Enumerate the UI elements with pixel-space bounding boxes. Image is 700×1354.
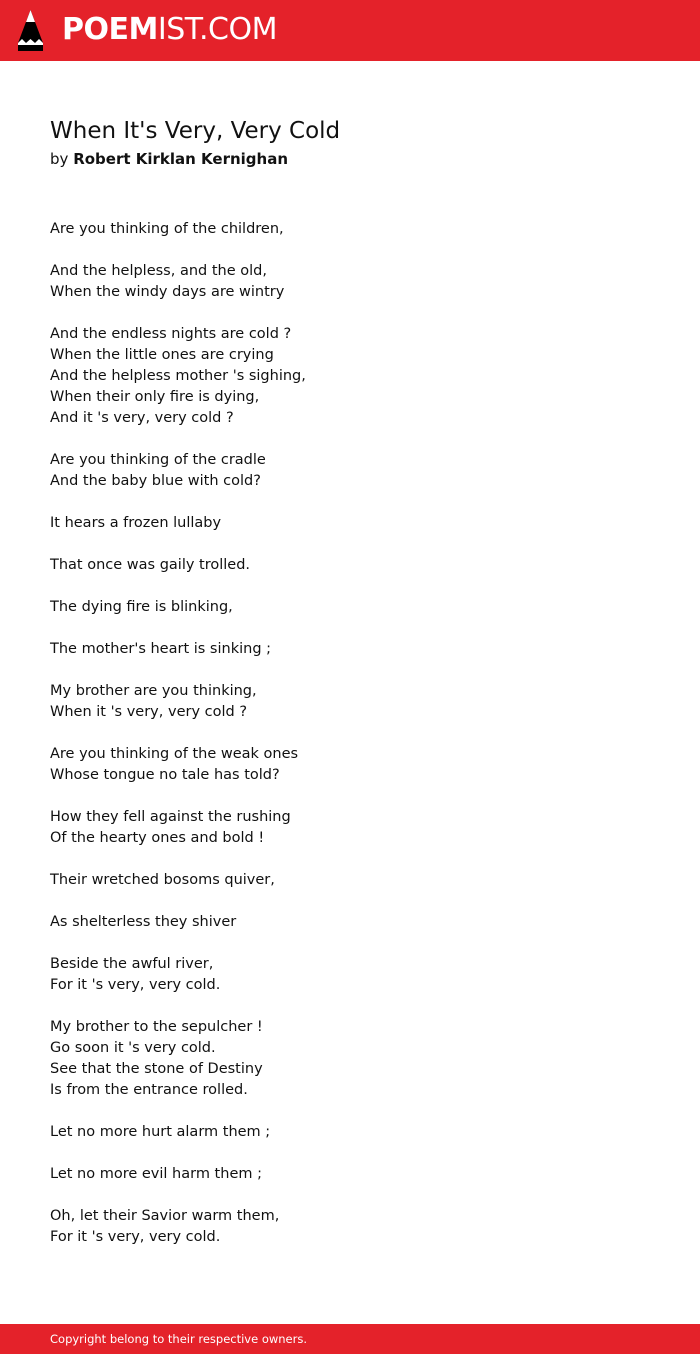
poem-line: And the helpless, and the old, xyxy=(50,263,267,279)
poem-line: Their wretched bosoms quiver, xyxy=(50,872,275,888)
poem-line: It hears a frozen lullaby xyxy=(50,515,222,531)
stanza-gap xyxy=(50,723,650,744)
poem-line: Let no more hurt alarm them ; xyxy=(50,1124,271,1140)
poem-line: Beside the awful river, xyxy=(50,956,214,972)
poem-line: And the endless nights are cold ? xyxy=(50,326,292,342)
by-label: by xyxy=(50,150,69,168)
stanza-gap xyxy=(50,1143,650,1164)
poem-line: Are you thinking of the cradle xyxy=(50,452,266,468)
poem-line: When the windy days are wintry xyxy=(50,284,285,300)
poem-line: For it 's very, very cold. xyxy=(50,1229,221,1245)
poem-body xyxy=(50,219,650,1248)
poem-line: See that the stone of Destiny xyxy=(50,1061,263,1077)
poem-line: The dying fire is blinking, xyxy=(50,599,233,615)
stanza-gap xyxy=(50,849,650,870)
poem-line: Whose tongue no tale has told? xyxy=(50,767,280,783)
poem-line: Are you thinking of the children, xyxy=(50,221,284,237)
stanza-gap xyxy=(50,786,650,807)
stanza-gap xyxy=(50,933,650,954)
poem-line: And the baby blue with cold? xyxy=(50,473,261,489)
stanza-gap xyxy=(50,1185,650,1206)
poem-line: As shelterless they shiver xyxy=(50,914,237,930)
poem-line: Go soon it 's very cold. xyxy=(50,1040,216,1056)
stanza-gap xyxy=(50,492,650,513)
stanza-gap xyxy=(50,891,650,912)
stanza-gap xyxy=(50,240,650,261)
poem-line: When it 's very, very cold ? xyxy=(50,704,248,720)
copyright-text: Copyright belong to their respective owners. xyxy=(50,1332,308,1346)
poem-line: And it 's very, very cold ? xyxy=(50,410,234,426)
stanza-gap xyxy=(50,618,650,639)
author-name: Robert Kirklan Kernighan xyxy=(73,150,289,168)
poem-line: That once was gaily trolled. xyxy=(50,557,251,573)
site-footer xyxy=(0,1324,700,1354)
brand-light-part: IST.COM xyxy=(157,12,277,47)
pencil-tip-icon[interactable] xyxy=(18,10,43,51)
poem-line: How they fell against the rushing xyxy=(50,809,291,825)
poem-line: Is from the entrance rolled. xyxy=(50,1082,248,1098)
poem-line: For it 's very, very cold. xyxy=(50,977,221,993)
poem-line: When the little ones are crying xyxy=(50,347,274,363)
poem-line: Of the hearty ones and bold ! xyxy=(50,830,265,846)
poem-line: My brother are you thinking, xyxy=(50,683,257,699)
stanza-gap xyxy=(50,996,650,1017)
brand-bold-part: POEM xyxy=(62,12,158,47)
site-logo-text[interactable] xyxy=(62,13,277,47)
poem-line: Let no more evil harm them ; xyxy=(50,1166,262,1182)
stanza-gap xyxy=(50,576,650,597)
poem-line: When their only fire is dying, xyxy=(50,389,260,405)
poem-line: My brother to the sepulcher ! xyxy=(50,1019,263,1035)
stanza-gap xyxy=(50,660,650,681)
byline xyxy=(50,149,288,169)
poem-line: Are you thinking of the weak ones xyxy=(50,746,299,762)
poem-line: The mother's heart is sinking ; xyxy=(50,641,272,657)
stanza-gap xyxy=(50,303,650,324)
poem-title: When It's Very, Very Cold xyxy=(50,118,341,144)
stanza-gap xyxy=(50,1101,650,1122)
poem-line: And the helpless mother 's sighing, xyxy=(50,368,306,384)
site-header xyxy=(0,0,700,61)
poem-line: Oh, let their Savior warm them, xyxy=(50,1208,280,1224)
stanza-gap xyxy=(50,429,650,450)
stanza-gap xyxy=(50,534,650,555)
